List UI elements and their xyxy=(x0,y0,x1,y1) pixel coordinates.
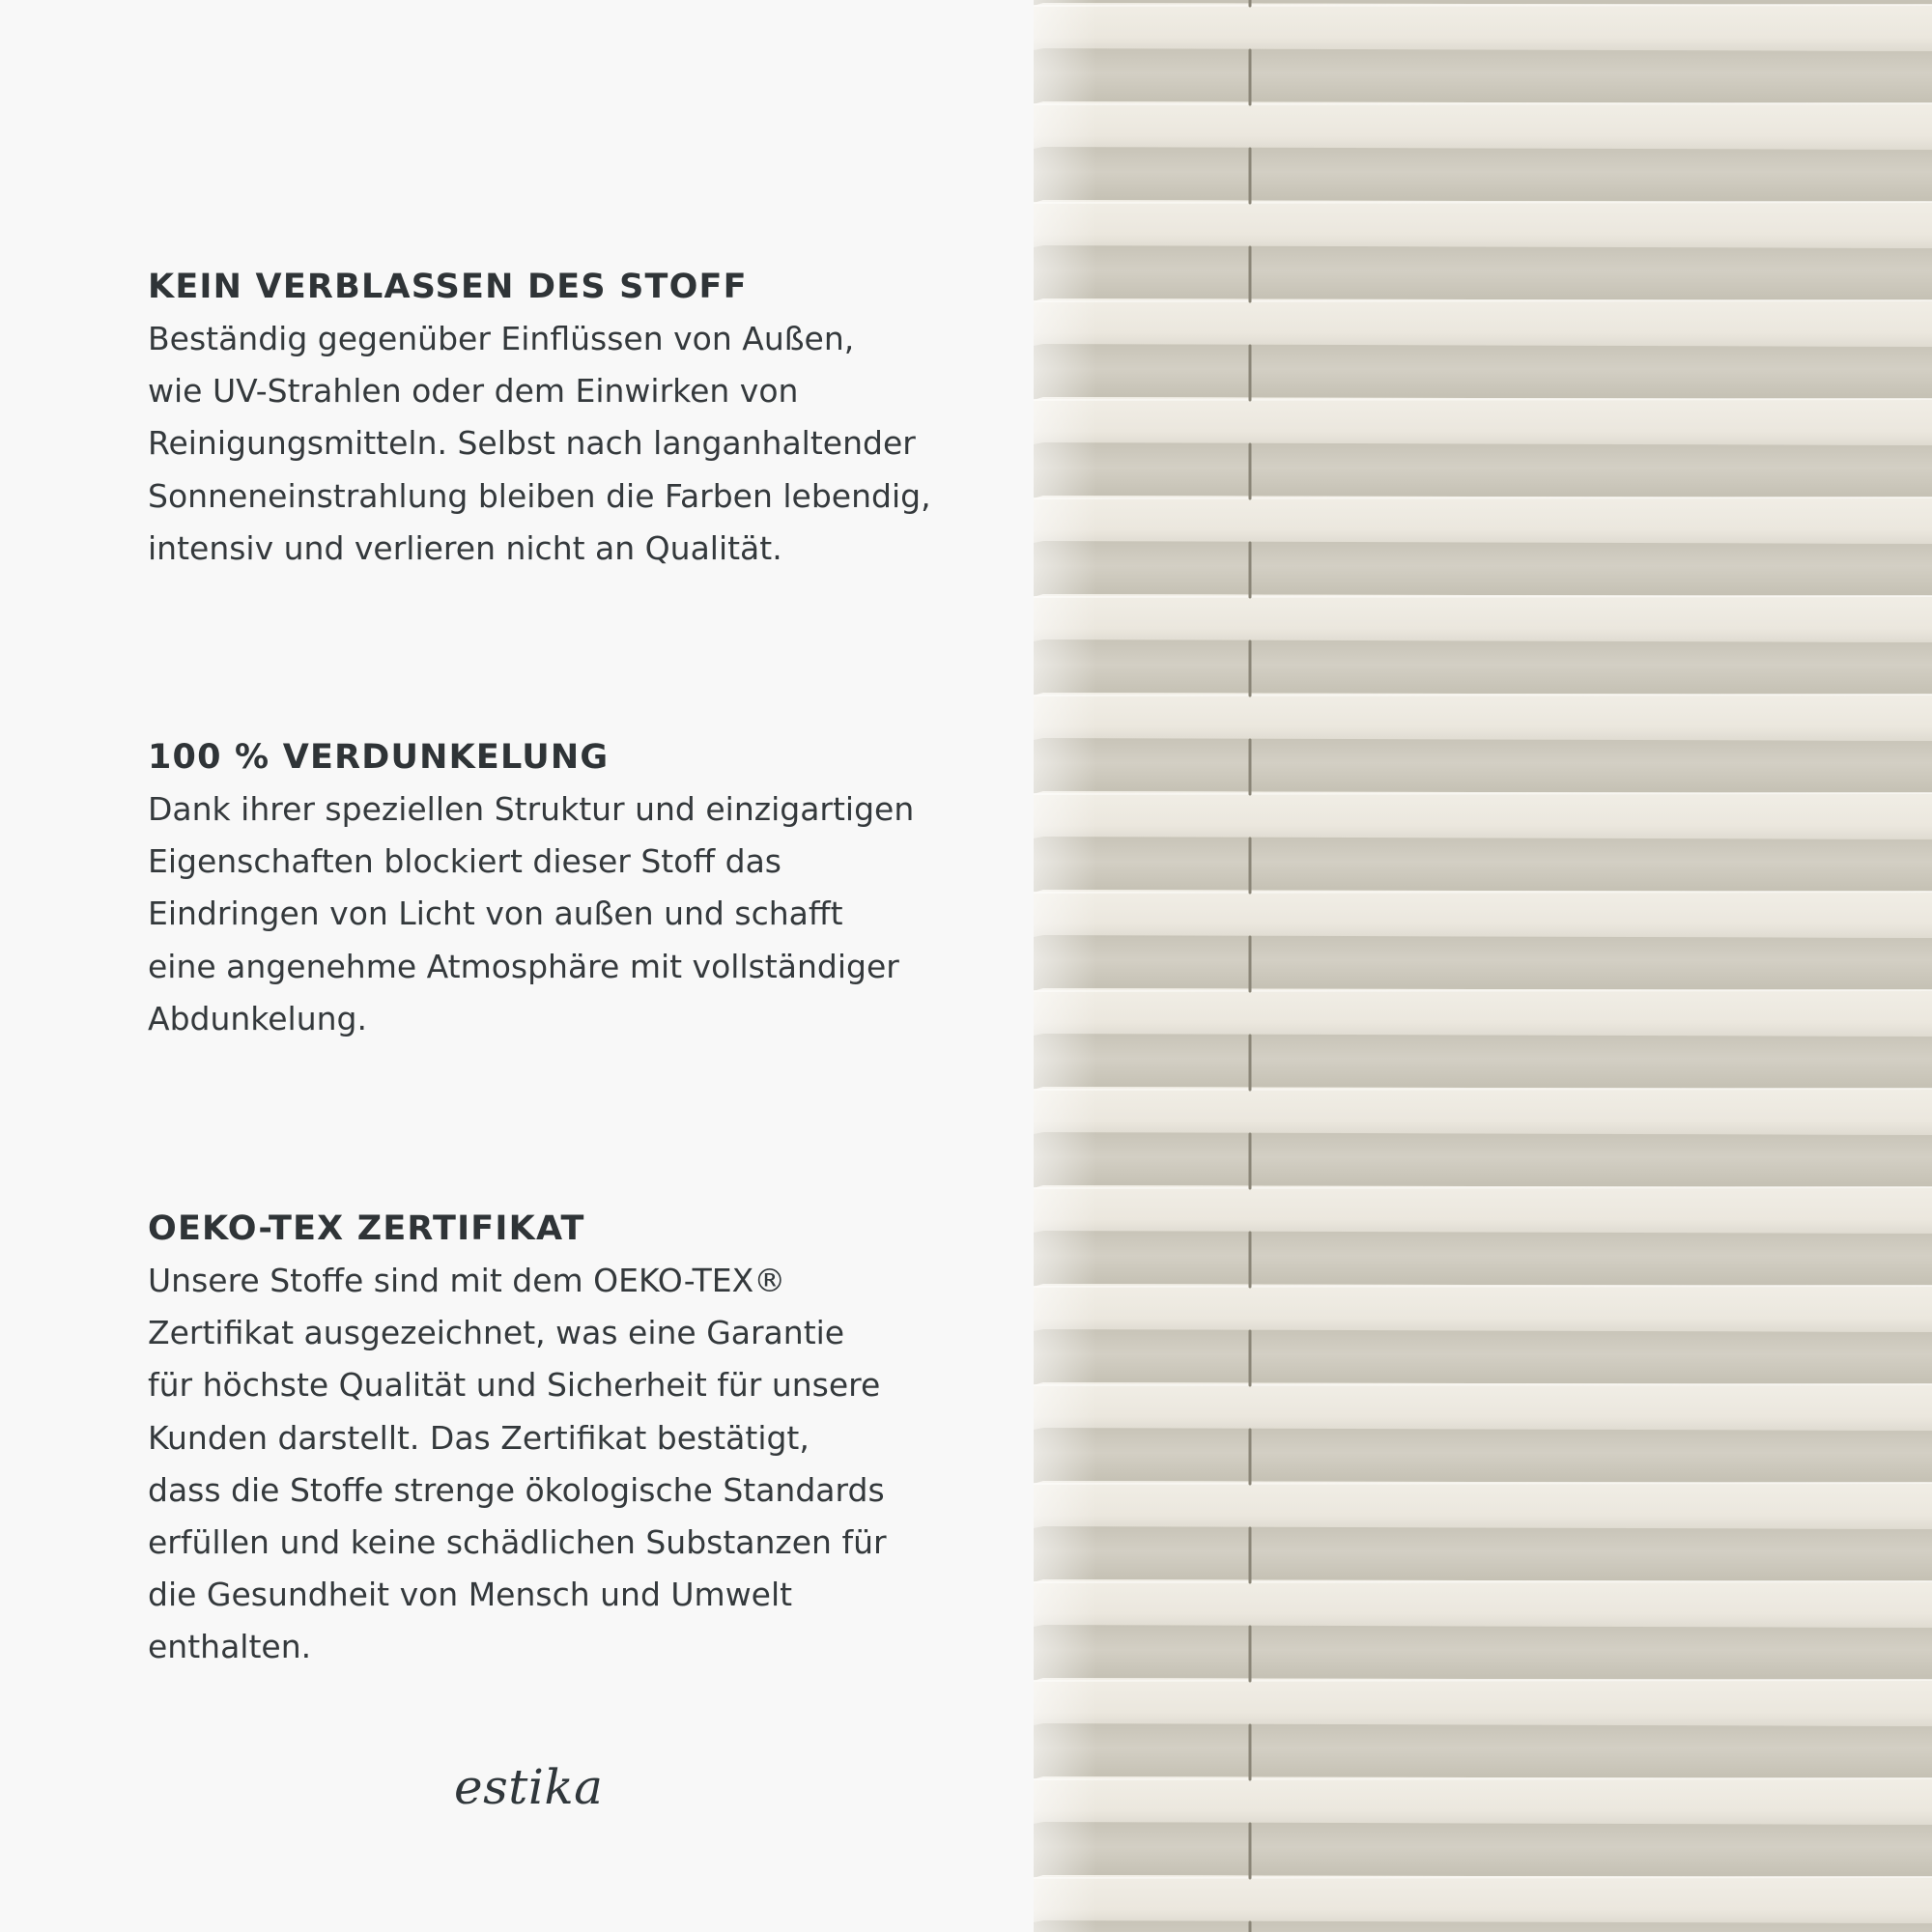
feature-title: 100 % VERDUNKELUNG xyxy=(148,738,610,777)
feature-description: Unsere Stoffe sind mit dem OEKO-TEX® Zertifikat ausgezeichnet, was eine Garantie für höchste Qualität und Sicherheit für unsere Kunden darstellt. Das Zertifikat bestätigt, dass die Stoffe strenge ökologische Standards erfüllen und keine schädlichen Substanzen für die Gesundheit von Mensch und Umwelt enthalten. xyxy=(148,1262,887,1666)
estika-logo: estika xyxy=(454,1759,604,1815)
feature-title: OEKO-TEX ZERTIFIKAT xyxy=(148,1209,585,1248)
feature-blackout xyxy=(148,731,998,1045)
feature-oeko-tex xyxy=(148,1203,998,1674)
pleated-blind-image xyxy=(1034,0,1932,1932)
feature-no-fading xyxy=(148,261,998,575)
feature-title: KEIN VERBLASSEN DES STOFF xyxy=(148,268,748,306)
feature-description: Beständig gegenüber Einflüssen von Außen, wie UV-Strahlen oder dem Einwirken von Reinigungsmitteln. Selbst nach langanhaltender Sonneneinstrahlung bleiben die Farben lebendig, intensiv und verlieren nicht an Qualität. xyxy=(148,320,931,567)
feature-description: Dank ihrer speziellen Struktur und einzigartigen Eigenschaften blockiert dieser Stoff das Eindringen von Licht von außen und schafft eine angenehme Atmosphäre mit vollständiger Abdunkelung. xyxy=(148,790,915,1037)
pleated-blind-illustration xyxy=(1034,0,1932,1932)
